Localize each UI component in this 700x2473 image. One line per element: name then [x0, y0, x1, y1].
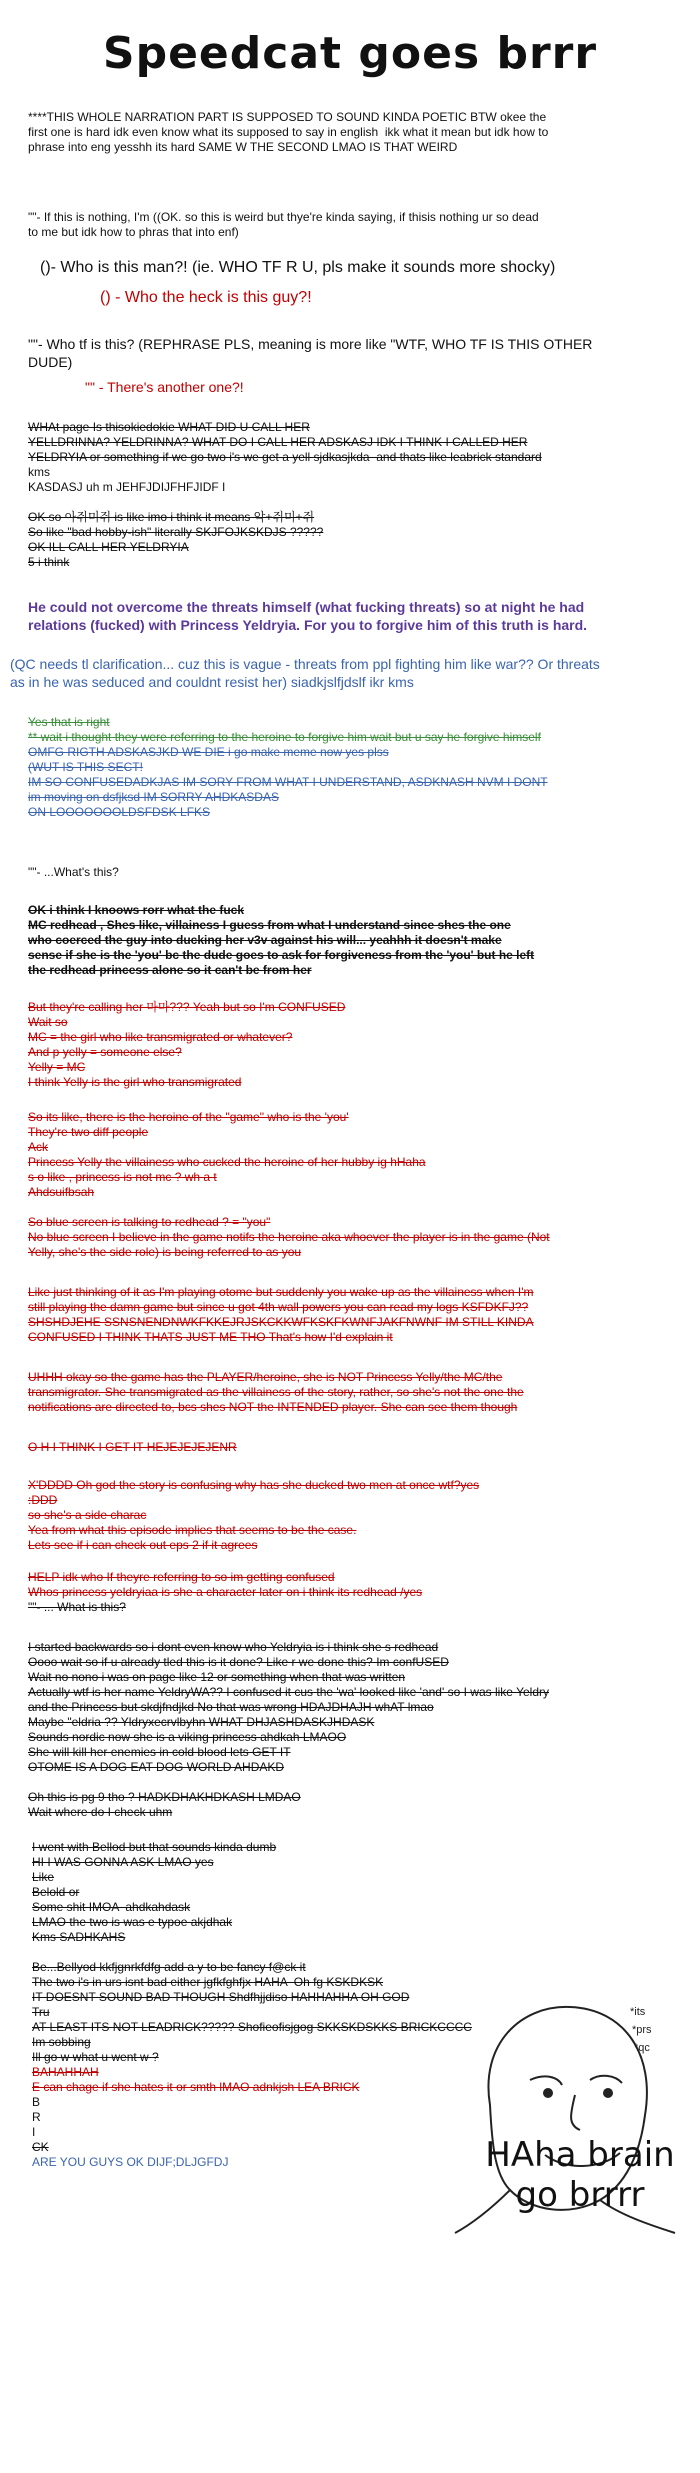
struck-line: OTOME IS A DOG EAT DOG WORLD AHDAKD [28, 1760, 285, 1774]
question-line: ""- If this is nothing, I'm ((OK. so this is weird but thye're kinda saying, if thisis nothing ur so dead [28, 210, 539, 224]
qc-note: as in he was seduced and couldnt resist her) siadkjslfjdslf ikr kms [10, 674, 414, 690]
list-line: IT DOESNT SOUND BAD THOUGH Shdfhjjdiso HAHHAHHA OH GOD [32, 1990, 410, 2004]
struck-line: OK ILL CALL HER YELDRYIA [28, 540, 189, 554]
struck-line: Maybe "eldria ?? Yldryxecrvlbyhn WHAT DHJASHDASKJHDASK [28, 1715, 375, 1729]
meme-label: *its [630, 2006, 646, 2018]
struck-line: the redhead princess alone so it can't be from her [28, 963, 312, 977]
struck-line: :DDD [28, 1493, 58, 1507]
intro-line: first one is hard idk even know what its supposed to say in english ikk what it mean but idk how to [28, 125, 549, 139]
struck-line: YELDRYIA or something if we go two i's we get a yell sjdkasjkda and thats like leabrick standard [28, 450, 542, 464]
struck-line: still playing the damn game but since u got 4th wall powers you can read my logs KSFDKFJ?? [28, 1300, 529, 1314]
struck-line: But they're calling her 마마??? Yeah but so I'm CONFUSED [28, 1000, 346, 1014]
struck-line: so she's a side charac [28, 1508, 147, 1522]
struck-line: They're two diff people [28, 1125, 149, 1139]
list-line: Ill go w what u went w ? [32, 2050, 159, 2064]
translation-line: relations (fucked) with Princess Yeldryia. For you to forgive him of this truth is hard. [28, 617, 588, 633]
comment-line: ** wait i thought they were referring to the heroine to forgive him wait but u say he forgive himself [28, 730, 541, 744]
struck-line: OK i think I knoows rorr what the fuck [28, 903, 245, 917]
struck-line: s o like , princess is not mc ? wh a t [28, 1170, 217, 1184]
struck-line: And p yelly = someone else? [28, 1045, 182, 1059]
list-line: The two i's in urs isnt bad either jgfkfghfjx HAHA Oh fg KSKDKSK [32, 1975, 384, 1989]
struck-line: Lets see if i can check out eps 2 if it agrees [28, 1538, 258, 1552]
struck-line: Sounds nordic now she is a viking princess ahdkah LMAOO [28, 1730, 347, 1744]
closing-line: ARE YOU GUYS OK DIJF;DLJGFDJ [32, 2155, 229, 2169]
struck-line: MC = the girl who like transmigrated or whatever? [28, 1030, 293, 1044]
struck-line: Like just thinking of it as I'm playing otome but suddenly you wake up as the villainess when I'm [28, 1285, 534, 1299]
struck-line: 5 i think [28, 555, 70, 569]
comment-line: im moving on dsfjksd IM SORRY AHDKASDAS [28, 790, 279, 804]
meme-caption: HAha brain go brrrr [485, 2135, 675, 2215]
list-line: B [32, 2095, 41, 2109]
struck-line: Princess Yelly the villainess who cucked the heroine of her hubby ig hHaha [28, 1155, 426, 1169]
list-line: Kms SADHKAHS [32, 1930, 126, 1944]
intro-line: phrase into eng yesshh its hard SAME W THE SECOND LMAO IS THAT WEIRD [28, 140, 458, 154]
struck-line: Oh this is pg 9 tho ? HADKDHAKHDKASH LMDAO [28, 1790, 301, 1804]
meme-label: *qc [634, 2042, 650, 2054]
struck-line: I think Yelly is the girl who transmigrated [28, 1075, 242, 1089]
struck-line: sense if she is the 'you' bc the dude goes to ask for forgiveness from the 'you' but he left [28, 948, 535, 962]
struck-line: So like "bad hobby-ish" literally SKJFOJKSKDJS ????? [28, 525, 324, 539]
question-line: to me but idk how to phras that into enf) [28, 225, 239, 239]
list-line: Like [32, 1870, 55, 1884]
struck-line: notifications are directed to, bcs shes NOT the INTENDED player. She can see them though [28, 1400, 518, 1414]
list-line: Be...Bellyod kkfjgnrkfdfg add a y to be fancy f@ck it [32, 1960, 306, 1974]
struck-line: No blue screen I believe in the game notifs the heroine aka whoever the player is in the game (Not [28, 1230, 550, 1244]
struck-line: Whos princess yeldryiaa is she a character later on i think its redhead /yes [28, 1585, 423, 1599]
struck-line: O H I THINK I GET IT HEJEJEJEJENR [28, 1440, 237, 1454]
struck-line: KASDASJ uh m JEHFJDIJFHFJIDF I [28, 480, 226, 494]
list-line: I went with Bellod but that sounds kinda dumb [32, 1840, 277, 1854]
struck-line: Yea from what this episode implies that seems to be the case. [28, 1523, 357, 1537]
list-line: BAHAHHAH [32, 2065, 99, 2079]
list-line: R [32, 2110, 41, 2124]
meme-label: *prs [632, 2024, 652, 2036]
struck-line: Yelly = MC [28, 1060, 86, 1074]
answer-line: ()- Who is this man?! (ie. WHO TF R U, pls make it sounds more shocky) [40, 259, 556, 276]
struck-line: CONFUSED I THINK THATS JUST ME THO That's how I'd explain it [28, 1330, 393, 1344]
struck-line: Oooo wait so if u already tled this is it done? Like r we done this? Im confUSED [28, 1655, 449, 1669]
answer-line: "" - There's another one?! [85, 379, 244, 395]
struck-line: who coerced the guy into ducking her v3v against his will... yeahhh it doesn't make [28, 933, 502, 947]
list-line: LMAO the two is was e typoe akjdhak [32, 1915, 233, 1929]
struck-line: She will kill her enemies in cold blood lets GET IT [28, 1745, 291, 1759]
struck-line: Ahdsuifbsah [28, 1185, 95, 1199]
struck-line: SHSHDJEHE SSNSNENDNWKFKKEJRJSKCKKWFKSKFKWNFJAKFNWNF IM STILL KINDA [28, 1315, 534, 1329]
struck-line: Ack [28, 1140, 49, 1154]
struck-line: Wait so [28, 1015, 68, 1029]
list-line: E can chage if she hates it or smth lMAO adnkjsh LEA BRICK [32, 2080, 360, 2094]
struck-line: X'DDDD Oh god the story is confusing why has she ducked two men at once wtf?yes [28, 1478, 480, 1492]
struck-line: OK so 아쥐미쥐 is like imo i think it means 악+쥐미+쥐 [28, 510, 315, 524]
translation-line: He could not overcome the threats himself (what fucking threats) so at night he had [28, 599, 585, 615]
struck-line: and the Princess but skdjfndjkd No that was wrong HDAJDHAJH whAT lmao [28, 1700, 434, 1714]
comment-line: Yes that is right [28, 715, 110, 729]
struck-line: Actually wtf is her name YeldryWA?? I confused it cus the 'wa' looked like 'and' so I was like Yeldry [28, 1685, 549, 1699]
struck-line: transmigrator. She transmigrated as the villainess of the story, rather, so she's not the one the [28, 1385, 524, 1399]
page-title: Speedcat goes brrr [102, 28, 598, 79]
question-line: ""- ... What is this? [28, 1600, 126, 1614]
list-line: Im sobbing [32, 2035, 91, 2049]
struck-line: YELLDRINNA? YELDRINNA? WHAT DO I CALL HER ADSKASJ IDK I THINK I CALLED HER [28, 435, 528, 449]
question-line: DUDE) [28, 354, 73, 370]
struck-line: WHAt page Is thisokiedokie WHAT DID U CALL HER [28, 420, 310, 434]
answer-line: () - Who the heck is this guy?! [100, 289, 312, 306]
list-line: Some shit IMOA ahdkahdask [32, 1900, 191, 1914]
list-line: Belold or [32, 1885, 80, 1899]
list-line: AT LEAST ITS NOT LEADRICK????? Shofieofisjgog SKKSKDSKKS BRICKCCCC [32, 2020, 472, 2034]
comment-line: OMFG RIGTH ADSKASJKD WE DIE i go make meme now yes plss [28, 745, 389, 759]
comment-line: ON LOOOOOOOLDSFDSK LFKS [28, 805, 211, 819]
list-line: Tru [32, 2005, 50, 2019]
struck-line: So blue screen is talking to redhead ? = "you" [28, 1215, 271, 1229]
list-line: CK [32, 2140, 49, 2154]
list-line: HI I WAS GONNA ASK LMAO yes [32, 1855, 214, 1869]
struck-line: kms [28, 465, 50, 479]
intro-line: ****THIS WHOLE NARRATION PART IS SUPPOSED TO SOUND KINDA POETIC BTW okee the [28, 110, 547, 124]
question-line: ""- ...What's this? [28, 865, 119, 879]
comment-line: (WUT IS THIS SECT! [28, 760, 143, 774]
question-line: ""- Who tf is this? (REPHRASE PLS, meaning is more like "WTF, WHO TF IS THIS OTHER [28, 336, 593, 352]
comment-line: IM SO CONFUSEDADKJAS IM SORY FROM WHAT I UNDERSTAND, ASDKNASH NVM I DONT [28, 775, 548, 789]
struck-line: Wait where do I check uhm [28, 1805, 173, 1819]
struck-line: UHHH okay so the game has the PLAYER/heroine, she is NOT Princess Yelly/the MC/the [28, 1370, 503, 1384]
struck-line: So its like, there is the heroine of the "game" who is the 'you' [28, 1110, 349, 1124]
struck-line: MC redhead , Shes like, villainess I guess from what I understand since shes the one [28, 918, 511, 932]
struck-line: Yelly, she's the side role) is being referred to as you [28, 1245, 302, 1259]
struck-line: I started backwards so i dont even know who Yeldryia is i think she s redhead [28, 1640, 439, 1654]
list-line: I [32, 2125, 36, 2139]
struck-line: HELP idk who If theyre referring to so im getting confused [28, 1570, 335, 1584]
qc-note: (QC needs tl clarification... cuz this is vague - threats from ppl fighting him like war?? Or threats [10, 656, 600, 672]
struck-line: Wait no nono i was on page like 12 or something when that was written [28, 1670, 406, 1684]
